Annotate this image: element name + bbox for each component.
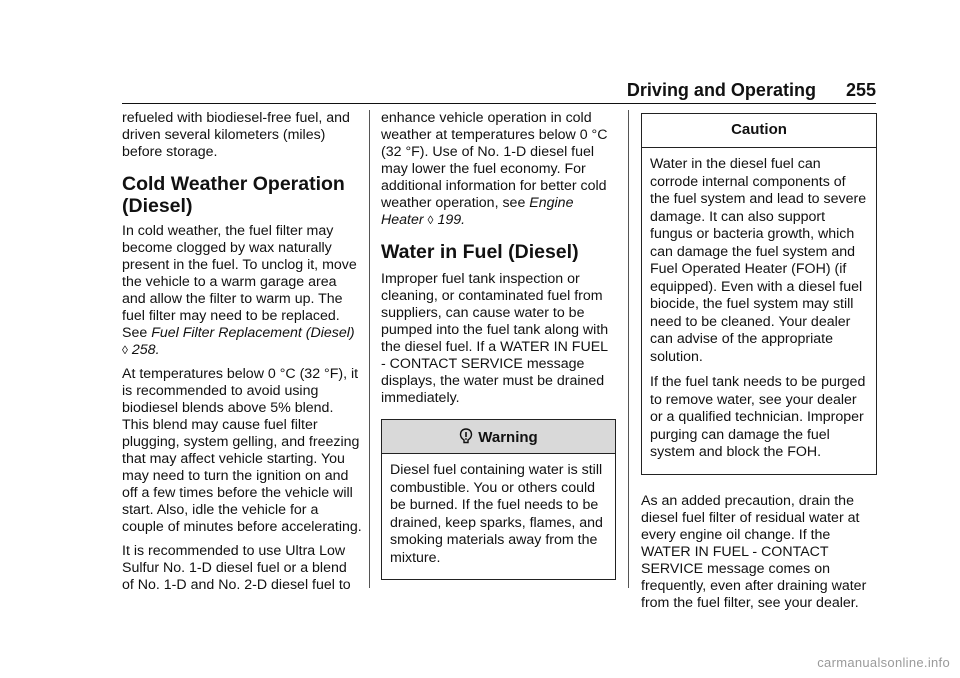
cold-weather-continued: enhance vehicle operation in cold weather at temperatures below 0 °C (32 °F). Use of No. 1-D diesel fuel may lower the fuel economy. For additional information for better cold weather operation, see Engine Heater ◊ 199. <box>381 110 608 228</box>
warning-header <box>382 420 615 454</box>
column-2 <box>381 110 616 594</box>
column-divider <box>628 110 629 588</box>
cold-weather-text: In cold weather, the fuel filter may become clogged by wax naturally present in the fuel. To unclog it, move the vehicle to a warm garage area and allow the filter to warm up. The fuel filter may need to be replaced. See <box>122 223 357 341</box>
precaution-paragraph: As an added precaution, drain the diesel fuel filter of residual water at every engine oil change. If the WATER IN FUEL - CONTACT SERVICE message comes on frequently, even after draining water from the fuel filter, see your dealer. <box>641 492 867 611</box>
cold-weather-continued-text: enhance vehicle operation in cold weather at temperatures below 0 °C (32 °F). Use of No. 1-D diesel fuel may lower the fuel economy. For additional information for better cold weather operation, see <box>381 110 608 211</box>
caution-header: Caution <box>642 114 876 148</box>
caution-paragraph-2: If the fuel tank needs to be purged to remove water, see your dealer or a qualified technician. Improper purging can damage the fuel system and block the FOH. <box>650 374 866 460</box>
caution-box <box>641 113 877 475</box>
engine-heater-link[interactable]: Engine Heater <box>381 195 574 228</box>
column-3 <box>641 110 877 619</box>
ulsd-paragraph: It is recommended to use Ultra Low Sulfur No. 1-D diesel fuel or a blend of No. 1-D and No. 2-D diesel fuel to <box>122 543 351 593</box>
heading-cold-weather: Cold Weather Operation (Diesel) <box>122 173 345 217</box>
water-in-fuel-paragraph: Improper fuel tank inspection or cleaning, or contaminated fuel from suppliers, can cause water to be pumped into the fuel tank along with the diesel fuel. If a WATER IN FUEL - CONTACT SERVICE message displays, the water must be drained immediately. <box>381 271 609 406</box>
engine-heater-page-ref[interactable]: 199 <box>437 212 462 228</box>
fuel-filter-page-ref[interactable]: 258 <box>131 342 156 358</box>
caution-paragraph-1: Water in the diesel fuel can corrode internal components of the fuel system and lead to severe damage. It can also support fungus or bacteria growth, which can damage the fuel system and Fuel Operated Heater (FOH) (if equipped). Even with a diesel fuel biocide, the fuel system may still need to be cleaned. Your dealer can advise of the appropriate solution. <box>650 156 867 365</box>
page-ref-icon: ◊ <box>427 213 434 227</box>
header-rule <box>122 103 876 104</box>
caution-body <box>642 148 876 474</box>
page-number: 255 <box>845 80 876 100</box>
warning-title: Warning <box>478 429 538 446</box>
warning-body <box>382 454 615 579</box>
warning-box <box>381 419 616 580</box>
page-ref-icon: ◊ <box>122 343 128 357</box>
cold-weather-paragraph: In cold weather, the fuel filter may become clogged by wax naturally present in the fuel. To unclog it, move the vehicle to a warm garage area and allow the filter to warm up. The fuel filter may need to be replaced. See Fuel Filter Replacement (Diesel) ◊ 258. <box>122 223 357 358</box>
section-title: Driving and Operating <box>626 80 816 100</box>
intro-paragraph: refueled with biodiesel-free fuel, and driven several kilometers (miles) before storage. <box>122 110 350 160</box>
page-header <box>627 80 876 101</box>
column-1 <box>122 110 362 601</box>
temperature-paragraph: At temperatures below 0 °C (32 °F), it is recommended to avoid using biodiesel blends above 5% blend. This blend may cause fuel filter plugging, system gelling, and freezing that may affect vehicle starting. You may need to turn the ignition on and off a few times before the vehicle will start. Also, idle the vehicle for a couple of minutes before accelerating. <box>122 366 362 535</box>
column-divider <box>369 110 370 588</box>
fuel-filter-link[interactable]: Fuel Filter Replacement (Diesel) <box>151 325 355 341</box>
warning-icon <box>459 428 473 446</box>
warning-text: Diesel fuel containing water is still combustible. You or others could be burned. If the fuel needs to be drained, keep sparks, flames, and smoking materials away from the mixture. <box>390 462 603 566</box>
watermark: carmanualsonline.info <box>817 655 950 670</box>
heading-water-in-fuel: Water in Fuel (Diesel) <box>381 241 579 263</box>
